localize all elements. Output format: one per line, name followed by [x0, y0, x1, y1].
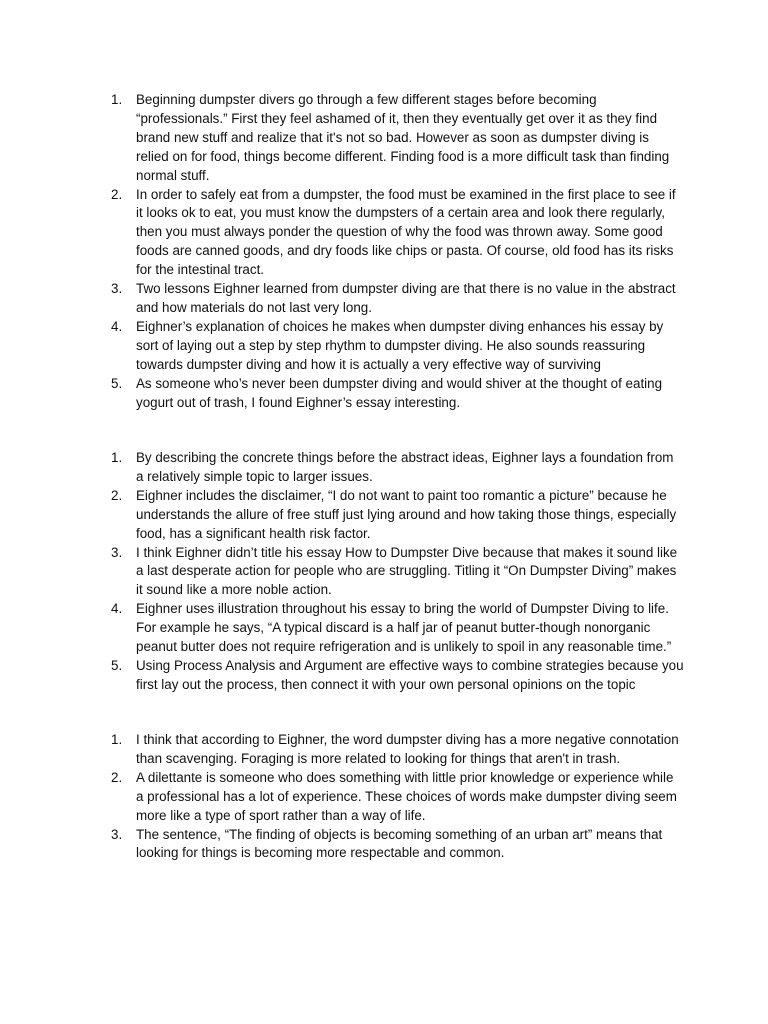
- item-text: A dilettante is someone who does something with little prior knowledge or experience while a professional has a lot of experience. These choices of words make dumpster diving seem more like a type of sport rather than a way of life.: [136, 769, 677, 823]
- answer-list-1: [0, 91, 768, 412]
- item-text: Beginning dumpster divers go through a few different stages before becoming “professionals.” First they feel ashamed of it, then they eventually get over it as they find brand new stuff and realize that it's not so bad. However as soon as dumpster diving is relied on for food, things become different. Finding food is a more difficult task than finding normal stuff.: [136, 92, 670, 183]
- list-item: [0, 544, 768, 601]
- list-item: [0, 449, 768, 487]
- item-text: I think that according to Eighner, the word dumpster diving has a more negative connotation than scavenging. Foraging is more related to looking for things that aren't in trash.: [136, 732, 679, 766]
- item-number: 2. 2.: [111, 487, 123, 503]
- item-text: By describing the concrete things before the abstract ideas, Eighner lays a foundation from a relatively simple topic to larger issues.: [136, 450, 674, 484]
- list-item: [0, 657, 768, 695]
- list-item: [0, 375, 768, 413]
- item-number: 2. 2.: [111, 186, 123, 202]
- item-text: Using Process Analysis and Argument are effective ways to combine strategies because you first lay out the process, then connect it with your own personal opinions on the topic: [136, 657, 684, 692]
- item-number: 4. 4.: [111, 318, 123, 334]
- item-number: 1. 1.: [111, 732, 123, 747]
- list-item: [0, 731, 768, 769]
- item-text: Two lessons Eighner learned from dumpster diving are that there is no value in the abstract and how materials do not last very long.: [136, 281, 676, 315]
- item-text: Eighner includes the disclaimer, “I do not want to paint too romantic a picture” because he understands the allure of free stuff just lying around and how taking those things, especially food, has a significant health risk factor.: [136, 487, 677, 541]
- item-text: I think Eighner didn’t title his essay How to Dumpster Dive because that makes it sound like a last desperate action for people who are struggling. Titling it “On Dumpster Diving” makes it sound like a more noble action.: [136, 544, 678, 598]
- item-number: 5. 5.: [111, 375, 123, 391]
- list-item: [0, 600, 768, 657]
- item-text: Eighner’s explanation of choices he makes when dumpster diving enhances his essay by sort of laying out a step by step rhythm to dumpster diving. He also sounds reassuring towards dumpster diving and how it is actually a very effective way of surviving: [136, 318, 664, 372]
- item-number: 3. 3.: [111, 826, 123, 842]
- item-number: 3. 3.: [111, 544, 123, 560]
- list-item: [0, 91, 768, 186]
- item-number: 4. 4.: [111, 601, 123, 617]
- item-number: 1. 1.: [111, 450, 123, 465]
- answer-list-3: [0, 731, 768, 863]
- item-number: 3. 3.: [111, 281, 123, 297]
- item-text: As someone who’s never been dumpster diving and would shiver at the thought of eating yogurt out of trash, I found Eighner’s essay interesting.: [136, 375, 663, 410]
- item-text: Eighner uses illustration throughout his essay to bring the world of Dumpster Diving to life. For example he says, “A typical discard is a half jar of peanut butter-though nonorganic peanut butter does not require refrigeration and is unlikely to spoil in any reasonable time.”: [136, 601, 672, 655]
- list-item: [0, 280, 768, 318]
- answer-list-2: [0, 449, 768, 695]
- list-item: [0, 769, 768, 826]
- list-item: [0, 186, 768, 281]
- item-text: The sentence, “The finding of objects is becoming something of an urban art” means that looking for things is becoming more respectable and common.: [136, 826, 663, 861]
- list-item: [0, 318, 768, 375]
- list-item: [0, 487, 768, 544]
- list-item: [0, 826, 768, 864]
- item-number: 1. 1.: [111, 92, 123, 107]
- item-number: 5. 5.: [111, 657, 123, 673]
- item-text: In order to safely eat from a dumpster, the food must be examined in the first place to see if it looks ok to eat, you must know the dumpsters of a certain area and look there regularly, then you must always ponder the question of why the food was thrown away. Some good foods are canned goods, and dry foods like chips or pasta. Of course, old food has its risks for the intestinal tract.: [136, 186, 676, 278]
- item-number: 2. 2.: [111, 769, 123, 785]
